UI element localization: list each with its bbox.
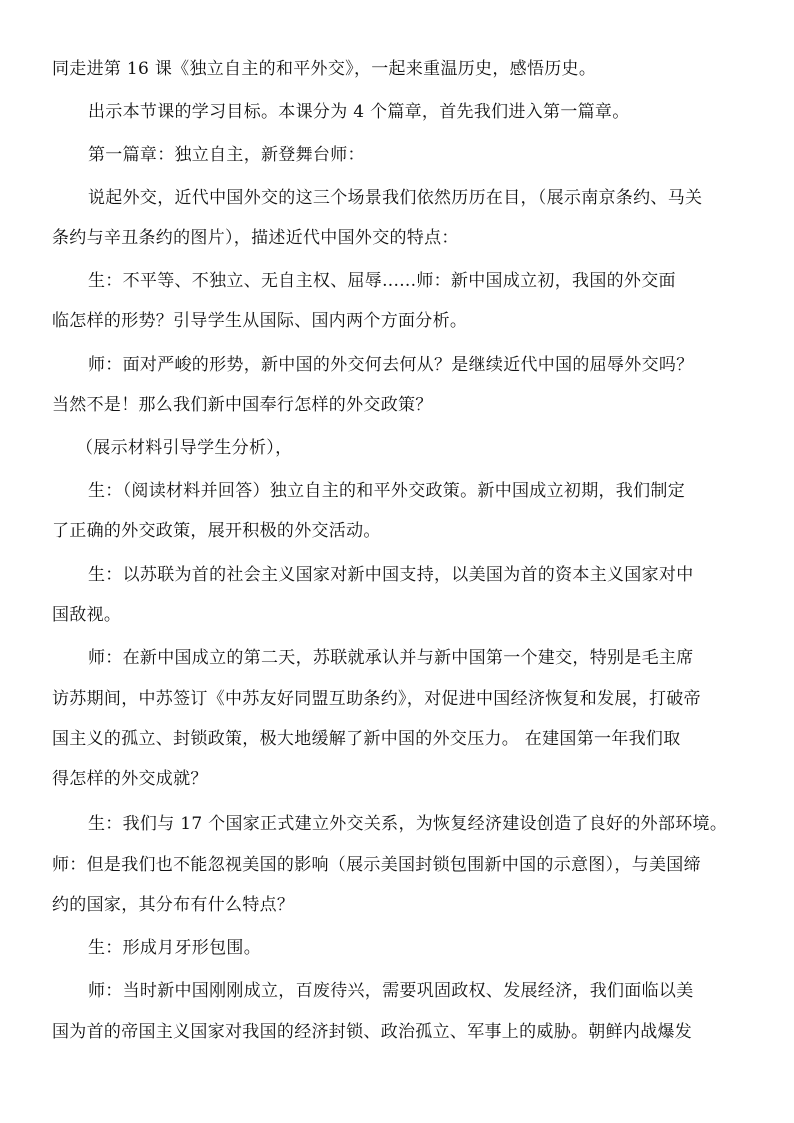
text-line: 同走进第 16 课《独立自主的和平外交》，一起来重温历史，感悟历史。 <box>52 59 597 79</box>
text-line: 了正确的外交政策，展开积极的外交活动。 <box>52 521 381 541</box>
text-line: 出示本节课的学习目标。本课分为 4 个篇章，首先我们进入第一篇章。 <box>88 102 630 122</box>
text-line: 得怎样的外交成就？ <box>52 769 208 789</box>
text-line: 条约与辛丑条约的图片），描述近代中国外交的特点： <box>52 228 459 248</box>
text-line: 生：不平等、不独立、无自主权、屈辱......师：新中国成立初，我国的外交面 <box>88 271 676 291</box>
text-line: 生：我们与 17 个国家正式建立外交关系，为恢复经济建设创造了良好的外部环境。 <box>88 814 728 834</box>
text-line: 国敌视。 <box>52 605 122 625</box>
text-line: 生：（阅读材料并回答）独立自主的和平外交政策。新中国成立初期，我们制定 <box>88 481 685 501</box>
text-line: 生：形成月牙形包围。 <box>88 938 261 958</box>
text-line: 国为首的帝国主义国家对我国的经济封锁、政治孤立、军事上的威胁。朝鲜内战爆发 <box>52 1022 693 1042</box>
text-line: 临怎样的形势？引导学生从国际、国内两个方面分析。 <box>52 311 468 331</box>
text-line: 师：面对严峻的形势，新中国的外交何去何从？是继续近代中国的屈辱外交吗？ <box>88 355 694 375</box>
text-line: 生：以苏联为首的社会主义国家对新中国支持，以美国为首的资本主义国家对中 <box>88 565 694 585</box>
text-line: （展示材料引导学生分析）， <box>76 438 293 458</box>
text-line: 约的国家，其分布有什么特点？ <box>52 895 295 915</box>
text-line: 师：在新中国成立的第二天，苏联就承认并与新中国第一个建交，特别是毛主席 <box>88 648 694 668</box>
text-line: 国主义的孤立、封锁政策，极大地缓解了新中国的外交压力。 在建国第一年我们取 <box>52 729 681 749</box>
text-line: 师：但是我们也不能忽视美国的影响（展示美国封锁包围新中国的示意图），与美国缔 <box>52 855 701 875</box>
text-line: 第一篇章：独立自主，新登舞台师： <box>88 145 365 165</box>
text-line: 说起外交，近代中国外交的这三个场景我们依然历历在目，（展示南京条约、马关 <box>88 188 703 208</box>
text-line: 当然不是！那么我们新中国奉行怎样的外交政策？ <box>52 395 433 415</box>
text-line: 访苏期间，中苏签订《中苏友好同盟互助条约》，对促进中国经济恢复和发展，打破帝 <box>52 689 701 709</box>
text-line: 师：当时新中国刚刚成立，百废待兴，需要巩固政权、发展经济，我们面临以美 <box>88 981 694 1001</box>
